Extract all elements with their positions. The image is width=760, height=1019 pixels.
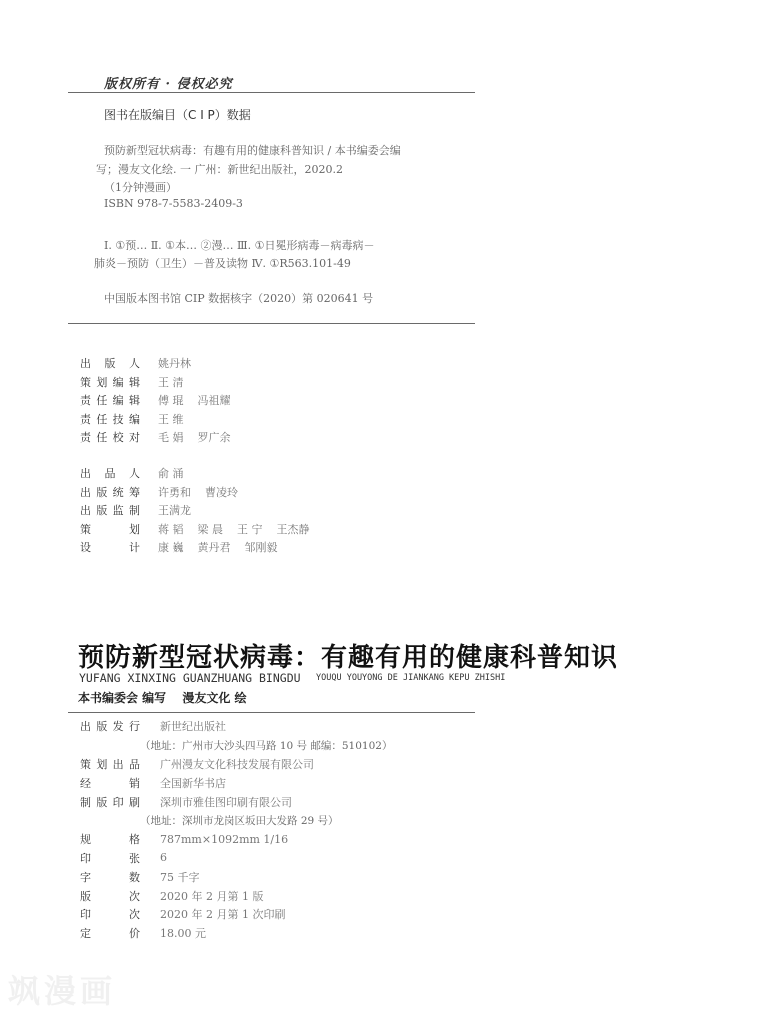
credit-value: 许勇和 [158,485,191,499]
credit-value: 曹凌玲 [205,485,238,499]
pub-label: 字数 [80,870,140,884]
cip-classification: Ⅰ. ①预… Ⅱ. ①本… ②漫… Ⅲ. ①日冕形病毒－病毒病－ [104,239,375,252]
pub-value: 6 [160,851,167,865]
pub-label: 印次 [80,908,140,922]
pub-label: 定价 [80,927,140,941]
credit-value: 黄丹君 [197,541,231,555]
pub-value: 深圳市雅佳图印刷有限公司 [160,795,292,809]
pub-label: 版次 [80,889,140,903]
isbn: ISBN 978-7-5583-2409-3 [104,197,243,210]
credit-row [80,391,245,410]
pub-row [80,792,392,811]
credit-value: 王 宁 [237,522,263,536]
book-authors [78,689,259,706]
book-title-pinyin: YUFANG XINXING GUANZHUANG BINGDU [79,671,301,685]
pub-row [80,773,392,792]
credit-row [80,410,245,429]
credit-label: 出版监制 [80,504,140,518]
cip-line: （1分钟漫画） [104,181,177,194]
credit-row [80,501,324,520]
credits-group-1 [80,354,245,447]
publication-info [80,717,392,943]
credit-label: 出品人 [80,467,140,481]
credit-value: 傅 琨 [158,394,184,408]
pub-note: （地址：广州市大沙头四马路 10 号 邮编：510102） [140,739,393,752]
pub-row [80,717,392,736]
pub-value: 2020 年 2 月第 1 次印刷 [160,908,286,922]
credit-row [80,464,324,483]
credit-row [80,373,245,392]
pub-value: 75 千字 [160,870,200,884]
credit-value: 毛 娟 [158,431,184,445]
pub-label: 规格 [80,833,140,847]
credit-row [80,483,324,502]
credit-value: 康 巍 [158,541,184,555]
credit-value: 王 维 [158,412,184,426]
credit-value: 姚丹林 [158,357,191,371]
bottom-divider [68,712,475,713]
credit-value: 邹刚毅 [244,541,278,555]
pub-value: 2020 年 2 月第 1 版 [160,889,264,903]
top-divider [68,92,475,93]
pub-row [80,849,392,868]
watermark-logo: 飒漫画 [8,972,117,1010]
pub-label: 印张 [80,851,140,865]
credit-label: 设计 [80,541,140,555]
pub-row [80,905,392,924]
credit-label: 责任编辑 [80,394,140,408]
author-editor: 本书编委会 编写 [78,691,167,705]
pub-label: 出版发行 [80,720,140,734]
cip-title: 图书在版编目（C I P）数据 [104,108,251,122]
book-subtitle-pinyin: YOUQU YOUYONG DE JIANKANG KEPU ZHISHI [316,673,506,683]
copyright-notice: 版权所有 · 侵权必究 [104,77,233,92]
middle-divider [68,323,475,324]
cip-number: 中国版本图书馆 CIP 数据核字（2020）第 020641 号 [104,292,374,305]
credit-row [80,538,324,557]
pub-row [80,830,392,849]
pub-value: 全国新华书店 [160,776,226,790]
pub-note: （地址：深圳市龙岗区坂田大发路 29 号） [140,814,339,827]
pub-label: 策划出品 [80,757,140,771]
pub-row [80,886,392,905]
credit-value: 俞 涌 [158,467,184,481]
cip-line: 预防新型冠状病毒：有趣有用的健康科普知识 / 本书编委会编 [104,144,401,157]
credit-label: 责任校对 [80,431,140,445]
cip-line: 写；漫友文化绘. 一 广州：新世纪出版社，2020.2 [96,163,343,176]
author-illustrator: 漫友文化 绘 [182,691,247,705]
credit-row [80,520,324,539]
credit-value: 蒋 韬 [158,522,184,536]
credit-label: 策划编辑 [80,375,140,389]
credit-label: 出版统筹 [80,485,140,499]
credit-label: 出版人 [80,357,140,371]
pub-value: 广州漫友文化科技发展有限公司 [160,757,314,771]
credit-value: 罗广余 [197,431,231,445]
pub-value: 787mm×1092mm 1/16 [160,832,289,846]
pub-label: 经销 [80,776,140,790]
credit-value: 王杰静 [276,522,310,536]
cip-classification: 肺炎－预防（卫生）－普及读物 Ⅳ. ①R563.101-49 [94,257,351,270]
credit-value: 王满龙 [158,504,191,518]
credit-row [80,354,245,373]
pub-label: 制版印刷 [80,795,140,809]
pub-value: 18.00 元 [160,927,206,941]
pub-value: 新世纪出版社 [160,720,226,734]
pub-row [80,924,392,943]
credit-value: 王 清 [158,375,184,389]
credit-value: 梁 晨 [197,522,223,536]
credits-group-2 [80,464,324,557]
credit-row [80,428,245,447]
credit-value: 冯祖耀 [197,394,231,408]
pub-row [80,867,392,886]
book-title: 预防新型冠状病毒：有趣有用的健康科普知识 [78,643,619,673]
credit-label: 策划 [80,522,140,536]
credit-label: 责任技编 [80,412,140,426]
pub-row [80,755,392,774]
